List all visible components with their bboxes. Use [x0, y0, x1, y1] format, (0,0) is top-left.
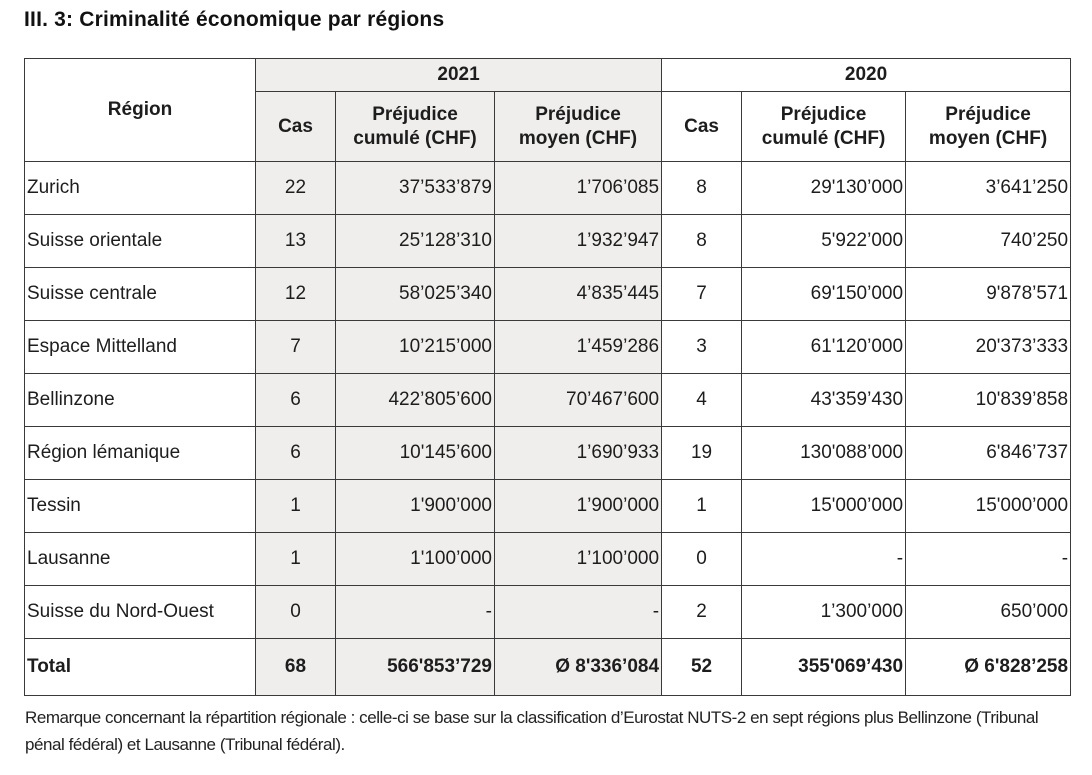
cell-cas-2020: 8: [662, 162, 742, 215]
cell-region: Espace Mittelland: [25, 321, 256, 374]
cell-prejudice-moyen-2021: 4’835’445: [495, 268, 662, 321]
col-header-prejudice-moyen-2020: Préjudice moyen (CHF): [906, 92, 1071, 162]
cell-cas-2021: 6: [256, 374, 336, 427]
cell-cas-2021: 68: [256, 639, 336, 696]
table-row: [25, 374, 1071, 427]
cell-prejudice-moyen-2021: 1’900’000: [495, 480, 662, 533]
cell-prejudice-moyen-2021: Ø 8'336’084: [495, 639, 662, 696]
cell-region: Lausanne: [25, 533, 256, 586]
cell-prejudice-cumule-2020: -: [742, 533, 906, 586]
cell-cas-2020: 8: [662, 215, 742, 268]
page-title: III. 3: Criminalité économique par régions: [24, 8, 445, 31]
cell-prejudice-moyen-2020: 650’000: [906, 586, 1071, 639]
cell-prejudice-cumule-2020: 43'359’430: [742, 374, 906, 427]
cell-prejudice-cumule-2020: 69'150’000: [742, 268, 906, 321]
cell-prejudice-moyen-2020: 15'000’000: [906, 480, 1071, 533]
cell-cas-2021: 7: [256, 321, 336, 374]
cell-prejudice-cumule-2021: 10'145’600: [336, 427, 495, 480]
cell-prejudice-moyen-2021: 1’100’000: [495, 533, 662, 586]
cell-prejudice-moyen-2020: 9'878’571: [906, 268, 1071, 321]
col-header-year-2020: 2020: [662, 59, 1071, 92]
cell-prejudice-cumule-2020: 355'069’430: [742, 639, 906, 696]
table-row: [25, 162, 1071, 215]
col-header-prejudice-cumule-2020: Préjudice cumulé (CHF): [742, 92, 906, 162]
cell-prejudice-moyen-2021: 70’467’600: [495, 374, 662, 427]
cell-prejudice-moyen-2021: 1’459’286: [495, 321, 662, 374]
col-header-region: Région: [25, 59, 256, 162]
cell-region: Zurich: [25, 162, 256, 215]
table-row: [25, 586, 1071, 639]
cell-prejudice-cumule-2020: 29'130’000: [742, 162, 906, 215]
cell-cas-2021: 12: [256, 268, 336, 321]
cell-prejudice-cumule-2021: 37’533’879: [336, 162, 495, 215]
cell-prejudice-moyen-2021: 1’690’933: [495, 427, 662, 480]
table-row: [25, 533, 1071, 586]
cell-cas-2020: 3: [662, 321, 742, 374]
cell-cas-2020: 4: [662, 374, 742, 427]
cell-cas-2020: 19: [662, 427, 742, 480]
cell-prejudice-cumule-2020: 15'000’000: [742, 480, 906, 533]
col-header-cas-2021: Cas: [256, 92, 336, 162]
cell-cas-2021: 22: [256, 162, 336, 215]
cell-prejudice-cumule-2021: 422’805’600: [336, 374, 495, 427]
cell-cas-2020: 52: [662, 639, 742, 696]
table-body: [25, 162, 1071, 696]
table-row: [25, 268, 1071, 321]
cell-prejudice-cumule-2021: 58’025’340: [336, 268, 495, 321]
cell-cas-2020: 1: [662, 480, 742, 533]
cell-prejudice-cumule-2021: 1'900’000: [336, 480, 495, 533]
cell-prejudice-moyen-2020: 740’250: [906, 215, 1071, 268]
cell-prejudice-moyen-2020: Ø 6'828’258: [906, 639, 1071, 696]
table-row: [25, 480, 1071, 533]
table-row: [25, 321, 1071, 374]
col-header-prejudice-cumule-2021: Préjudice cumulé (CHF): [336, 92, 495, 162]
cell-prejudice-cumule-2021: 566'853’729: [336, 639, 495, 696]
cell-prejudice-cumule-2021: 25’128’310: [336, 215, 495, 268]
cell-region: Suisse centrale: [25, 268, 256, 321]
table-header: [25, 59, 1071, 162]
cell-region: Total: [25, 639, 256, 696]
cell-region: Bellinzone: [25, 374, 256, 427]
economic-crime-regions-table: [24, 58, 1071, 696]
cell-prejudice-cumule-2021: 1'100’000: [336, 533, 495, 586]
cell-prejudice-cumule-2020: 1’300’000: [742, 586, 906, 639]
cell-region: Région lémanique: [25, 427, 256, 480]
cell-prejudice-cumule-2021: 10’215’000: [336, 321, 495, 374]
cell-prejudice-cumule-2020: 5'922’000: [742, 215, 906, 268]
cell-prejudice-moyen-2020: 20'373’333: [906, 321, 1071, 374]
cell-prejudice-moyen-2020: 10'839’858: [906, 374, 1071, 427]
cell-region: Suisse du Nord-Ouest: [25, 586, 256, 639]
footnote: Remarque concernant la répartition régionale : celle-ci se base sur la classification d’Eurostat NUTS-2 en sept régions plus Bellinzone (Tribunal pénal fédéral) et Lausanne (Tribunal fédéral).: [25, 708, 1039, 754]
cell-prejudice-cumule-2020: 61'120’000: [742, 321, 906, 374]
cell-prejudice-moyen-2020: 3’641’250: [906, 162, 1071, 215]
cell-prejudice-cumule-2020: 130'088’000: [742, 427, 906, 480]
cell-cas-2020: 2: [662, 586, 742, 639]
cell-prejudice-moyen-2020: -: [906, 533, 1071, 586]
cell-region: Suisse orientale: [25, 215, 256, 268]
col-header-year-2021: 2021: [256, 59, 662, 92]
cell-cas-2021: 1: [256, 533, 336, 586]
col-header-cas-2020: Cas: [662, 92, 742, 162]
table-row: [25, 427, 1071, 480]
cell-cas-2020: 0: [662, 533, 742, 586]
cell-region: Tessin: [25, 480, 256, 533]
cell-cas-2021: 13: [256, 215, 336, 268]
cell-cas-2021: 0: [256, 586, 336, 639]
cell-prejudice-moyen-2021: -: [495, 586, 662, 639]
cell-cas-2020: 7: [662, 268, 742, 321]
total-row: [25, 639, 1071, 696]
col-header-prejudice-moyen-2021: Préjudice moyen (CHF): [495, 92, 662, 162]
cell-prejudice-moyen-2020: 6'846’737: [906, 427, 1071, 480]
cell-cas-2021: 6: [256, 427, 336, 480]
cell-prejudice-moyen-2021: 1’706’085: [495, 162, 662, 215]
cell-prejudice-cumule-2021: -: [336, 586, 495, 639]
cell-cas-2021: 1: [256, 480, 336, 533]
table-row: [25, 215, 1071, 268]
cell-prejudice-moyen-2021: 1’932’947: [495, 215, 662, 268]
